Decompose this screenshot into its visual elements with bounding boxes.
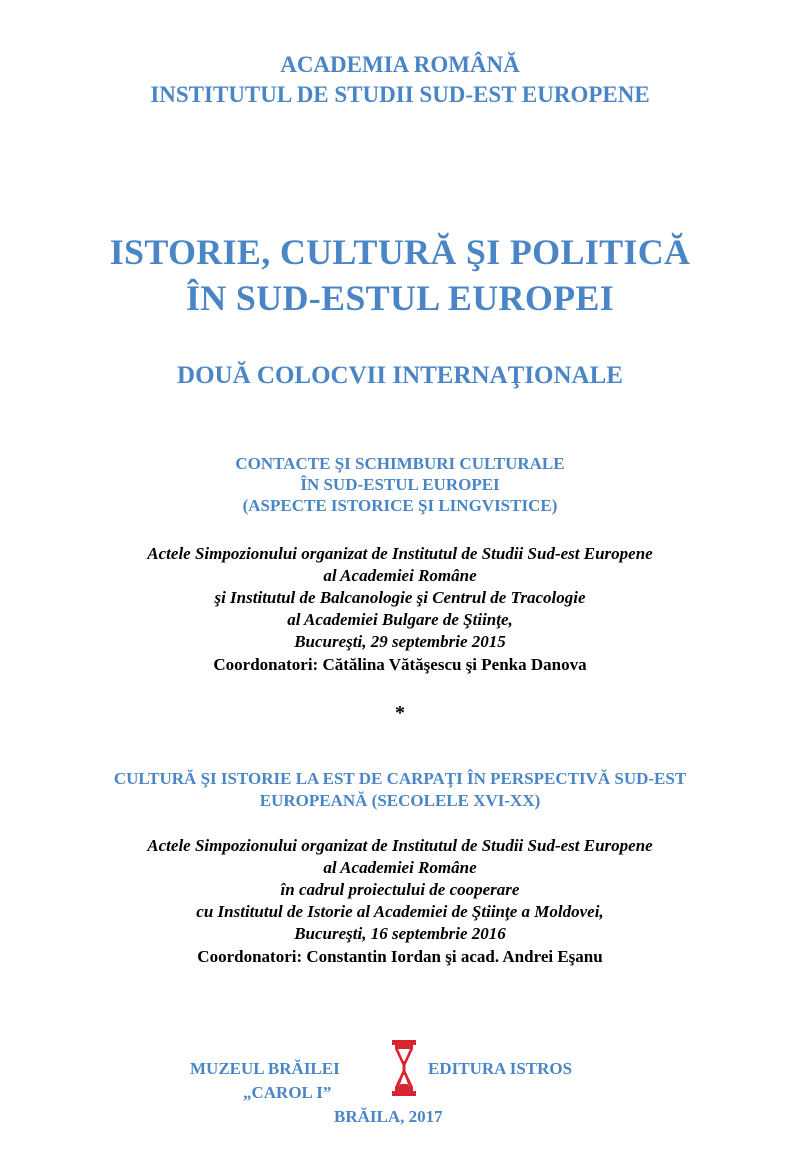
section2-title-line-2: EUROPEANĂ (SECOLELE XVI-XX) xyxy=(259,791,541,810)
publisher-name: EDITURA ISTROS xyxy=(428,1059,573,1078)
section-separator: * xyxy=(395,702,405,724)
institute-name: INSTITUTUL DE STUDII SUD-EST EUROPENE xyxy=(150,82,650,107)
section2-body-line-4: cu Institutul de Istorie al Academiei de Ştiinţe a Moldovei, xyxy=(196,902,604,921)
section2-body-line-5: Bucureşti, 16 septembrie 2016 xyxy=(294,924,506,943)
book-title-line-1: ISTORIE, CULTURĂ ŞI POLITICĂ xyxy=(109,232,691,272)
section1-coordinators: Coordonatori: Cătălina Vătăşescu şi Penka Danova xyxy=(213,655,587,674)
place-and-year: BRĂILA, 2017 xyxy=(334,1107,443,1126)
section1-body-line-1: Actele Simpozionului organizat de Institutul de Studii Sud-est Europene xyxy=(147,544,653,563)
section2-body-line-2: al Academiei Române xyxy=(323,858,477,877)
section2-coordinators: Coordonatori: Constantin Iordan şi acad. Andrei Eşanu xyxy=(197,947,603,966)
section1-body-line-2: al Academiei Române xyxy=(323,566,477,585)
academy-name: ACADEMIA ROMÂNĂ xyxy=(280,52,520,77)
book-subtitle: DOUĂ COLOCVII INTERNAŢIONALE xyxy=(177,362,623,389)
hourglass-logo-icon xyxy=(392,1040,416,1096)
book-title-line-2: ÎN SUD-ESTUL EUROPEI xyxy=(185,278,615,318)
section1-body-line-4: al Academiei Bulgare de Ştiinţe, xyxy=(287,610,513,629)
section1-title-line-2: ÎN SUD-ESTUL EUROPEI xyxy=(300,475,500,494)
section1-title-line-3: (ASPECTE ISTORICE ŞI LINGVISTICE) xyxy=(242,496,558,515)
section1-title-line-1: CONTACTE ŞI SCHIMBURI CULTURALE xyxy=(235,454,565,473)
section1-body-line-5: Bucureşti, 29 septembrie 2015 xyxy=(294,632,506,651)
museum-name: MUZEUL BRĂILEI xyxy=(190,1059,340,1078)
section2-body-line-1: Actele Simpozionului organizat de Institutul de Studii Sud-est Europene xyxy=(147,836,653,855)
museum-name-line-2: „CAROL I” xyxy=(243,1083,332,1102)
section2-body-line-3: în cadrul proiectului de cooperare xyxy=(280,880,520,899)
section1-body-line-3: şi Institutul de Balcanologie şi Centrul de Tracologie xyxy=(214,588,586,607)
section2-title-line-1: CULTURĂ ŞI ISTORIE LA EST DE CARPAŢI ÎN PERSPECTIVĂ SUD-EST xyxy=(113,769,687,788)
